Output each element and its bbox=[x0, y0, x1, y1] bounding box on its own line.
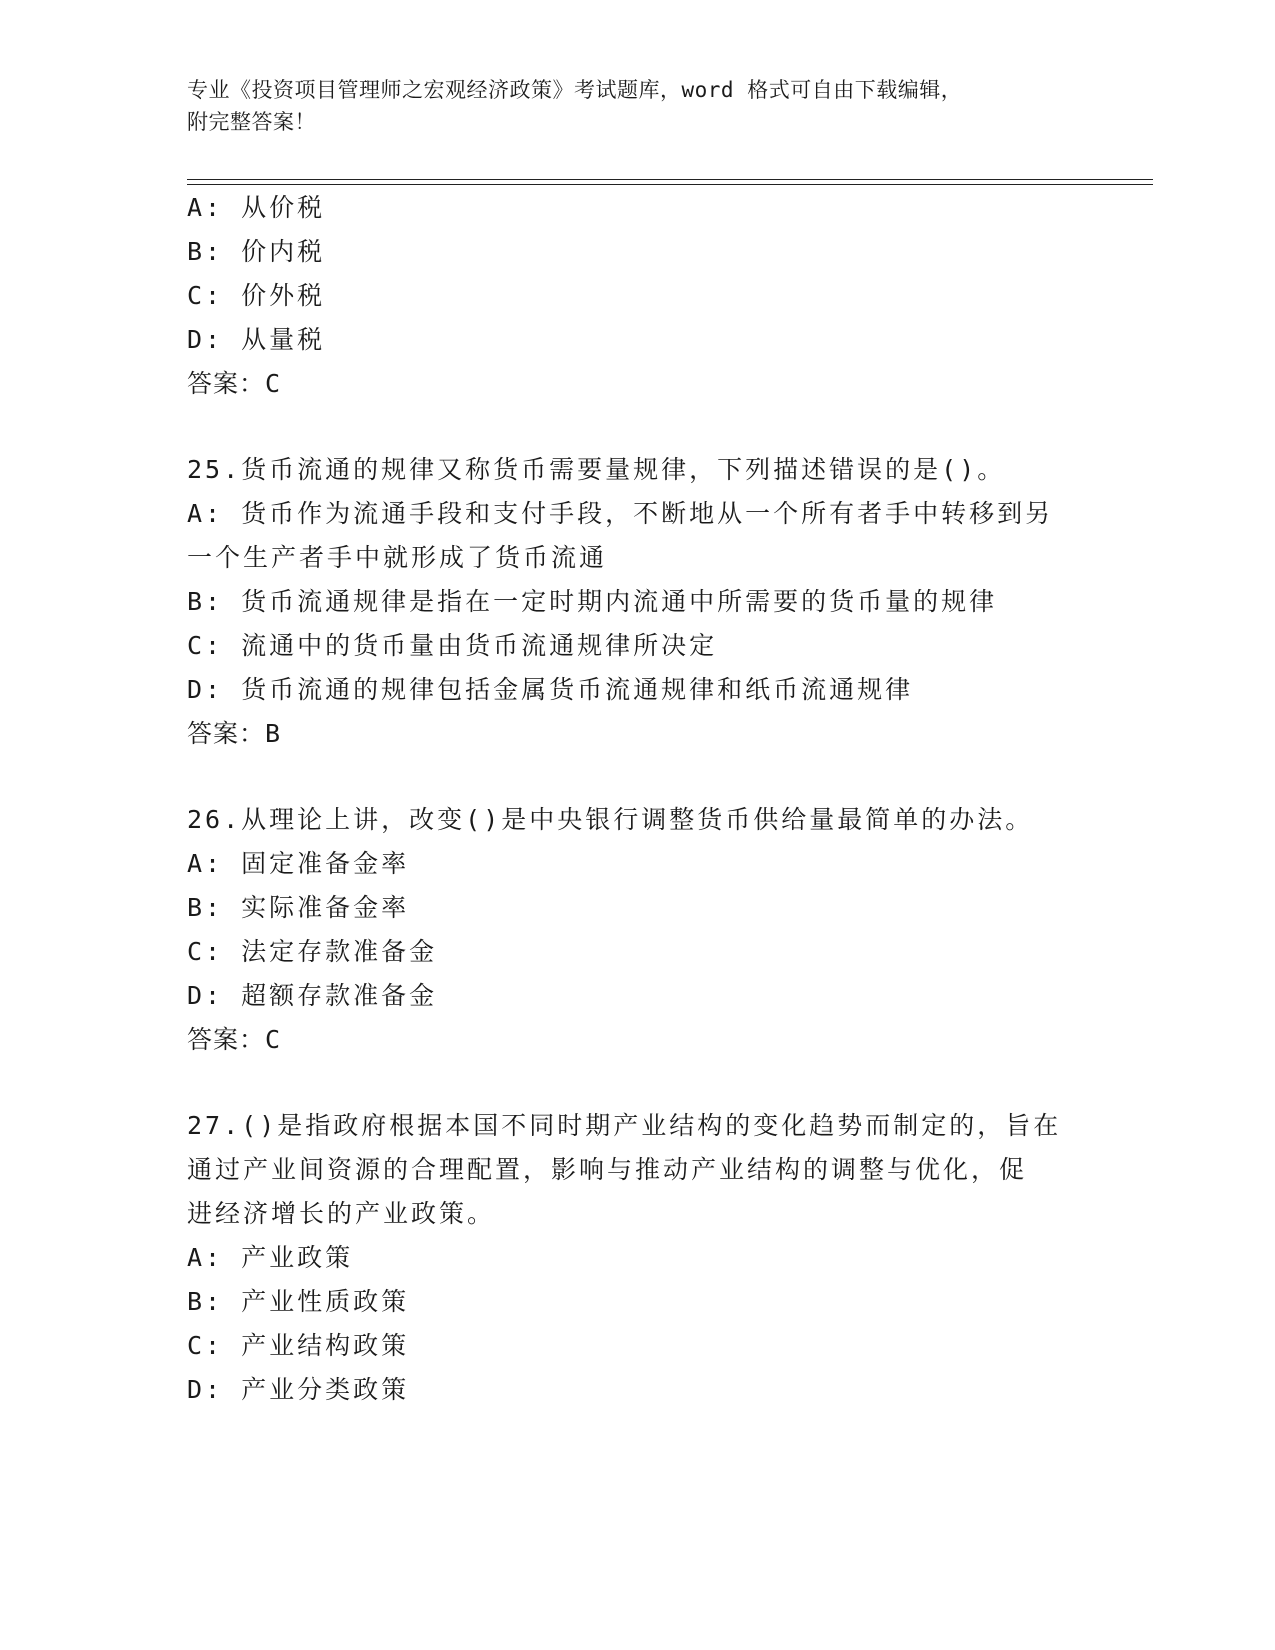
option-letter: C: bbox=[187, 1331, 224, 1360]
q25-option-d bbox=[187, 674, 913, 706]
option-text: 法定存款准备金 bbox=[241, 937, 438, 966]
option-letter: D: bbox=[187, 1375, 224, 1404]
option-letter: D: bbox=[187, 981, 224, 1010]
q26-option-d bbox=[187, 980, 437, 1012]
q24-option-a bbox=[187, 192, 325, 224]
option-letter: C: bbox=[187, 281, 224, 310]
option-text: 固定准备金率 bbox=[241, 849, 410, 878]
q27-question-line-3: 进经济增长的产业政策。 bbox=[187, 1199, 496, 1228]
option-text: 从量税 bbox=[241, 325, 326, 354]
q25-answer bbox=[187, 718, 281, 750]
option-text: 产业结构政策 bbox=[241, 1331, 410, 1360]
option-letter: A: bbox=[187, 499, 224, 528]
q25-option-b bbox=[187, 586, 997, 618]
header-line-2: 附完整答案！ bbox=[187, 110, 316, 134]
option-text: 货币作为流通手段和支付手段，不断地从一个所有者手中转移到另 bbox=[241, 499, 1054, 528]
q27-question-line-2: 通过产业间资源的合理配置，影响与推动产业结构的调整与优化，促 bbox=[187, 1155, 1028, 1184]
header-divider-bottom bbox=[187, 184, 1153, 185]
header-line-1: 专业《投资项目管理师之宏观经济政策》考试题库，word 格式可自由下载编辑， bbox=[187, 78, 963, 102]
option-letter: B: bbox=[187, 237, 224, 266]
option-letter: B: bbox=[187, 587, 224, 616]
answer-label: 答案： bbox=[187, 719, 266, 748]
q24-option-c bbox=[187, 280, 325, 312]
option-text: 产业分类政策 bbox=[241, 1375, 410, 1404]
option-text: 产业性质政策 bbox=[241, 1287, 410, 1316]
answer-value: C bbox=[265, 1025, 282, 1054]
answer-value: B bbox=[265, 719, 282, 748]
q27-option-c bbox=[187, 1330, 409, 1362]
answer-value: C bbox=[265, 369, 282, 398]
option-text: 价内税 bbox=[241, 237, 326, 266]
option-text: 超额存款准备金 bbox=[241, 981, 438, 1010]
option-letter: A: bbox=[187, 193, 224, 222]
q26-option-c bbox=[187, 936, 437, 968]
option-text: 从价税 bbox=[241, 193, 326, 222]
q26-option-a bbox=[187, 848, 409, 880]
option-text: 实际准备金率 bbox=[241, 893, 410, 922]
option-letter: C: bbox=[187, 937, 224, 966]
option-letter: D: bbox=[187, 325, 224, 354]
q26-answer bbox=[187, 1024, 281, 1056]
q24-answer bbox=[187, 368, 281, 400]
option-text: 流通中的货币量由货币流通规律所决定 bbox=[241, 631, 718, 660]
q26-option-b bbox=[187, 892, 409, 924]
option-text: 货币流通规律是指在一定时期内流通中所需要的货币量的规律 bbox=[241, 587, 998, 616]
q24-option-d bbox=[187, 324, 325, 356]
q25-question: 25.货币流通的规律又称货币需要量规律，下列描述错误的是()。 bbox=[187, 455, 1006, 484]
q24-option-b bbox=[187, 236, 325, 268]
answer-label: 答案： bbox=[187, 369, 266, 398]
option-letter: A: bbox=[187, 849, 224, 878]
q25-option-a bbox=[187, 498, 1053, 530]
q25-option-a-continued: 一个生产者手中就形成了货币流通 bbox=[187, 543, 608, 572]
q27-option-a bbox=[187, 1242, 353, 1274]
q27-option-b bbox=[187, 1286, 409, 1318]
q27-question-line-1: 27.()是指政府根据本国不同时期产业结构的变化趋势而制定的，旨在 bbox=[187, 1111, 1062, 1140]
option-text: 产业政策 bbox=[241, 1243, 354, 1272]
option-text: 价外税 bbox=[241, 281, 326, 310]
option-letter: C: bbox=[187, 631, 224, 660]
option-letter: A: bbox=[187, 1243, 224, 1272]
option-letter: D: bbox=[187, 675, 224, 704]
answer-label: 答案： bbox=[187, 1025, 266, 1054]
document-header bbox=[187, 74, 1067, 138]
q26-question: 26.从理论上讲，改变()是中央银行调整货币供给量最简单的办法。 bbox=[187, 805, 1034, 834]
option-letter: B: bbox=[187, 893, 224, 922]
option-letter: B: bbox=[187, 1287, 224, 1316]
q25-option-c bbox=[187, 630, 717, 662]
q27-option-d bbox=[187, 1374, 409, 1406]
option-text: 货币流通的规律包括金属货币流通规律和纸币流通规律 bbox=[241, 675, 914, 704]
header-divider-top bbox=[187, 179, 1153, 180]
